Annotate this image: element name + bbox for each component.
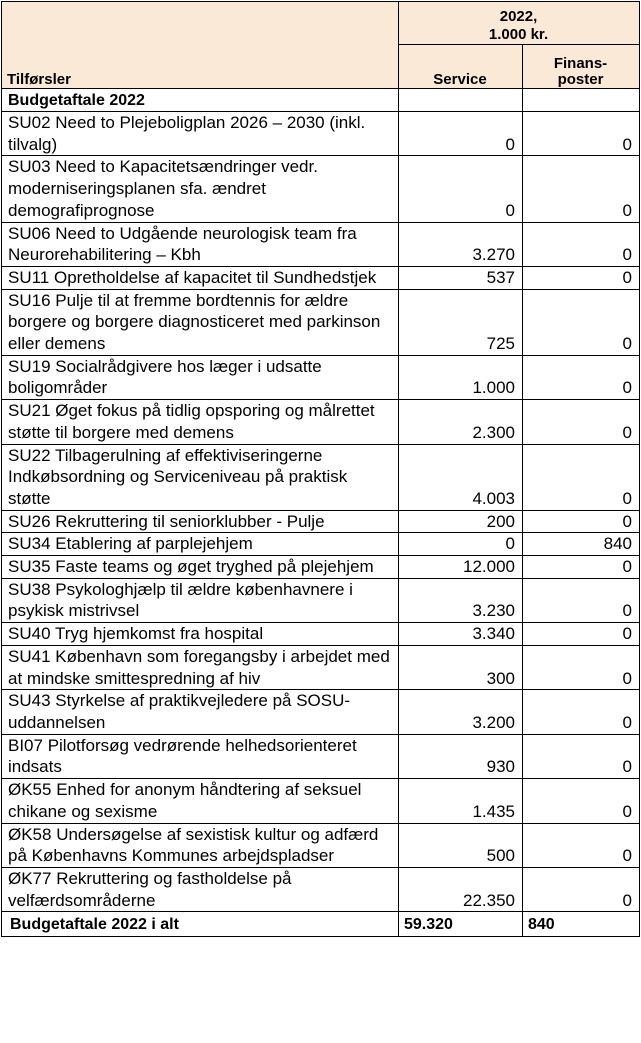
row-description: SU22 Tilbagerulning af effektiviseringerne Indkøbsordning og Serviceniveau på praktisk støtte [2, 444, 399, 510]
row-finans-value: 0 [523, 556, 640, 579]
table-row [2, 823, 640, 867]
table-row [2, 289, 640, 355]
row-finans-value: 0 [523, 444, 640, 510]
row-service-value: 0 [399, 533, 523, 556]
header-tilforsler: Tilførsler [2, 2, 399, 89]
row-finans-value: 0 [523, 222, 640, 266]
row-description: SU11 Opretholdelse af kapacitet til Sundhedstjek [2, 266, 399, 289]
table-body [2, 89, 640, 912]
row-finans-value: 0 [523, 400, 640, 444]
row-description: SU03 Need to Kapacitetsændringer vedr. moderniseringsplanen sfa. ændret demografiprognose [2, 156, 399, 222]
row-finans-value: 0 [523, 690, 640, 734]
row-finans-value: 0 [523, 867, 640, 911]
row-finans-value: 0 [523, 355, 640, 399]
section-title: Budgetaftale 2022 [2, 89, 399, 112]
table-row [2, 156, 640, 222]
row-service-value: 12.000 [399, 556, 523, 579]
row-description: BI07 Pilotforsøg vedrørende helhedsorienteret indsats [2, 734, 399, 778]
row-service-value: 0 [399, 156, 523, 222]
row-finans-value: 0 [523, 734, 640, 778]
budget-table [1, 1, 640, 937]
row-service-value: 500 [399, 823, 523, 867]
section-row [2, 89, 640, 112]
header-year: 2022, [499, 8, 538, 25]
table-row [2, 645, 640, 689]
table-row [2, 867, 640, 911]
row-description: ØK58 Undersøgelse af sexistisk kultur og adfærd på Københavns Kommunes arbejdspladser [2, 823, 399, 867]
row-finans-value: 0 [523, 112, 640, 156]
table-row [2, 533, 640, 556]
row-description: SU06 Need to Udgående neurologisk team fra Neurorehabilitering – Kbh [2, 222, 399, 266]
row-finans-value: 0 [523, 623, 640, 646]
total-finans: 840 [523, 912, 640, 937]
table-row [2, 112, 640, 156]
row-description: SU02 Need to Plejeboligplan 2026 – 2030 (inkl. tilvalg) [2, 112, 399, 156]
section-empty-finans [523, 89, 640, 112]
table-row [2, 355, 640, 399]
table-header [2, 2, 640, 89]
row-service-value: 930 [399, 734, 523, 778]
header-year-unit [399, 2, 640, 45]
table-row [2, 578, 640, 622]
row-description: SU19 Socialrådgivere hos læger i udsatte boligområder [2, 355, 399, 399]
row-description: SU41 København som foregangsby i arbejdet med at mindske smittespredning af hiv [2, 645, 399, 689]
row-description: SU26 Rekruttering til seniorklubber - Pulje [2, 510, 399, 533]
table-row [2, 400, 640, 444]
table-row [2, 690, 640, 734]
row-description: SU21 Øget fokus på tidlig opsporing og målrettet støtte til borgere med demens [2, 400, 399, 444]
row-finans-value: 840 [523, 533, 640, 556]
row-description: SU38 Psykologhjælp til ældre københavnere i psykisk mistrivsel [2, 578, 399, 622]
row-service-value: 22.350 [399, 867, 523, 911]
table-row [2, 444, 640, 510]
row-description: SU43 Styrkelse af praktikvejledere på SOSU-uddannelsen [2, 690, 399, 734]
row-description: SU34 Etablering af parplejehjem [2, 533, 399, 556]
header-service: Service [399, 45, 523, 89]
table-row [2, 734, 640, 778]
table-row [2, 222, 640, 266]
row-service-value: 2.300 [399, 400, 523, 444]
row-service-value: 3.200 [399, 690, 523, 734]
row-finans-value: 0 [523, 510, 640, 533]
total-service: 59.320 [399, 912, 523, 937]
table-row [2, 779, 640, 823]
row-service-value: 0 [399, 112, 523, 156]
header-unit: 1.000 kr. [488, 26, 549, 43]
row-service-value: 200 [399, 510, 523, 533]
row-description: SU40 Tryg hjemkomst fra hospital [2, 623, 399, 646]
row-service-value: 3.230 [399, 578, 523, 622]
row-description: ØK55 Enhed for anonym håndtering af seksuel chikane og sexisme [2, 779, 399, 823]
table-row [2, 623, 640, 646]
row-finans-value: 0 [523, 156, 640, 222]
row-finans-value: 0 [523, 779, 640, 823]
table-row [2, 266, 640, 289]
row-description: SU35 Faste teams og øget tryghed på plejehjem [2, 556, 399, 579]
row-finans-value: 0 [523, 266, 640, 289]
row-service-value: 3.270 [399, 222, 523, 266]
row-finans-value: 0 [523, 578, 640, 622]
row-finans-value: 0 [523, 823, 640, 867]
row-description: SU16 Pulje til at fremme bordtennis for ældre borgere og borgere diagnosticeret med parkinson eller demens [2, 289, 399, 355]
row-service-value: 725 [399, 289, 523, 355]
total-row [2, 912, 640, 937]
table-row [2, 556, 640, 579]
row-finans-value: 0 [523, 289, 640, 355]
section-empty-service [399, 89, 523, 112]
row-service-value: 537 [399, 266, 523, 289]
row-finans-value: 0 [523, 645, 640, 689]
row-description: ØK77 Rekruttering og fastholdelse på velfærdsområderne [2, 867, 399, 911]
row-service-value: 1.435 [399, 779, 523, 823]
row-service-value: 300 [399, 645, 523, 689]
row-service-value: 3.340 [399, 623, 523, 646]
header-finansposter [523, 45, 640, 89]
row-service-value: 1.000 [399, 355, 523, 399]
row-service-value: 4.003 [399, 444, 523, 510]
total-label: Budgetaftale 2022 i alt [2, 912, 399, 937]
header-finansposter-label: Finans- poster [553, 55, 608, 88]
table-row [2, 510, 640, 533]
